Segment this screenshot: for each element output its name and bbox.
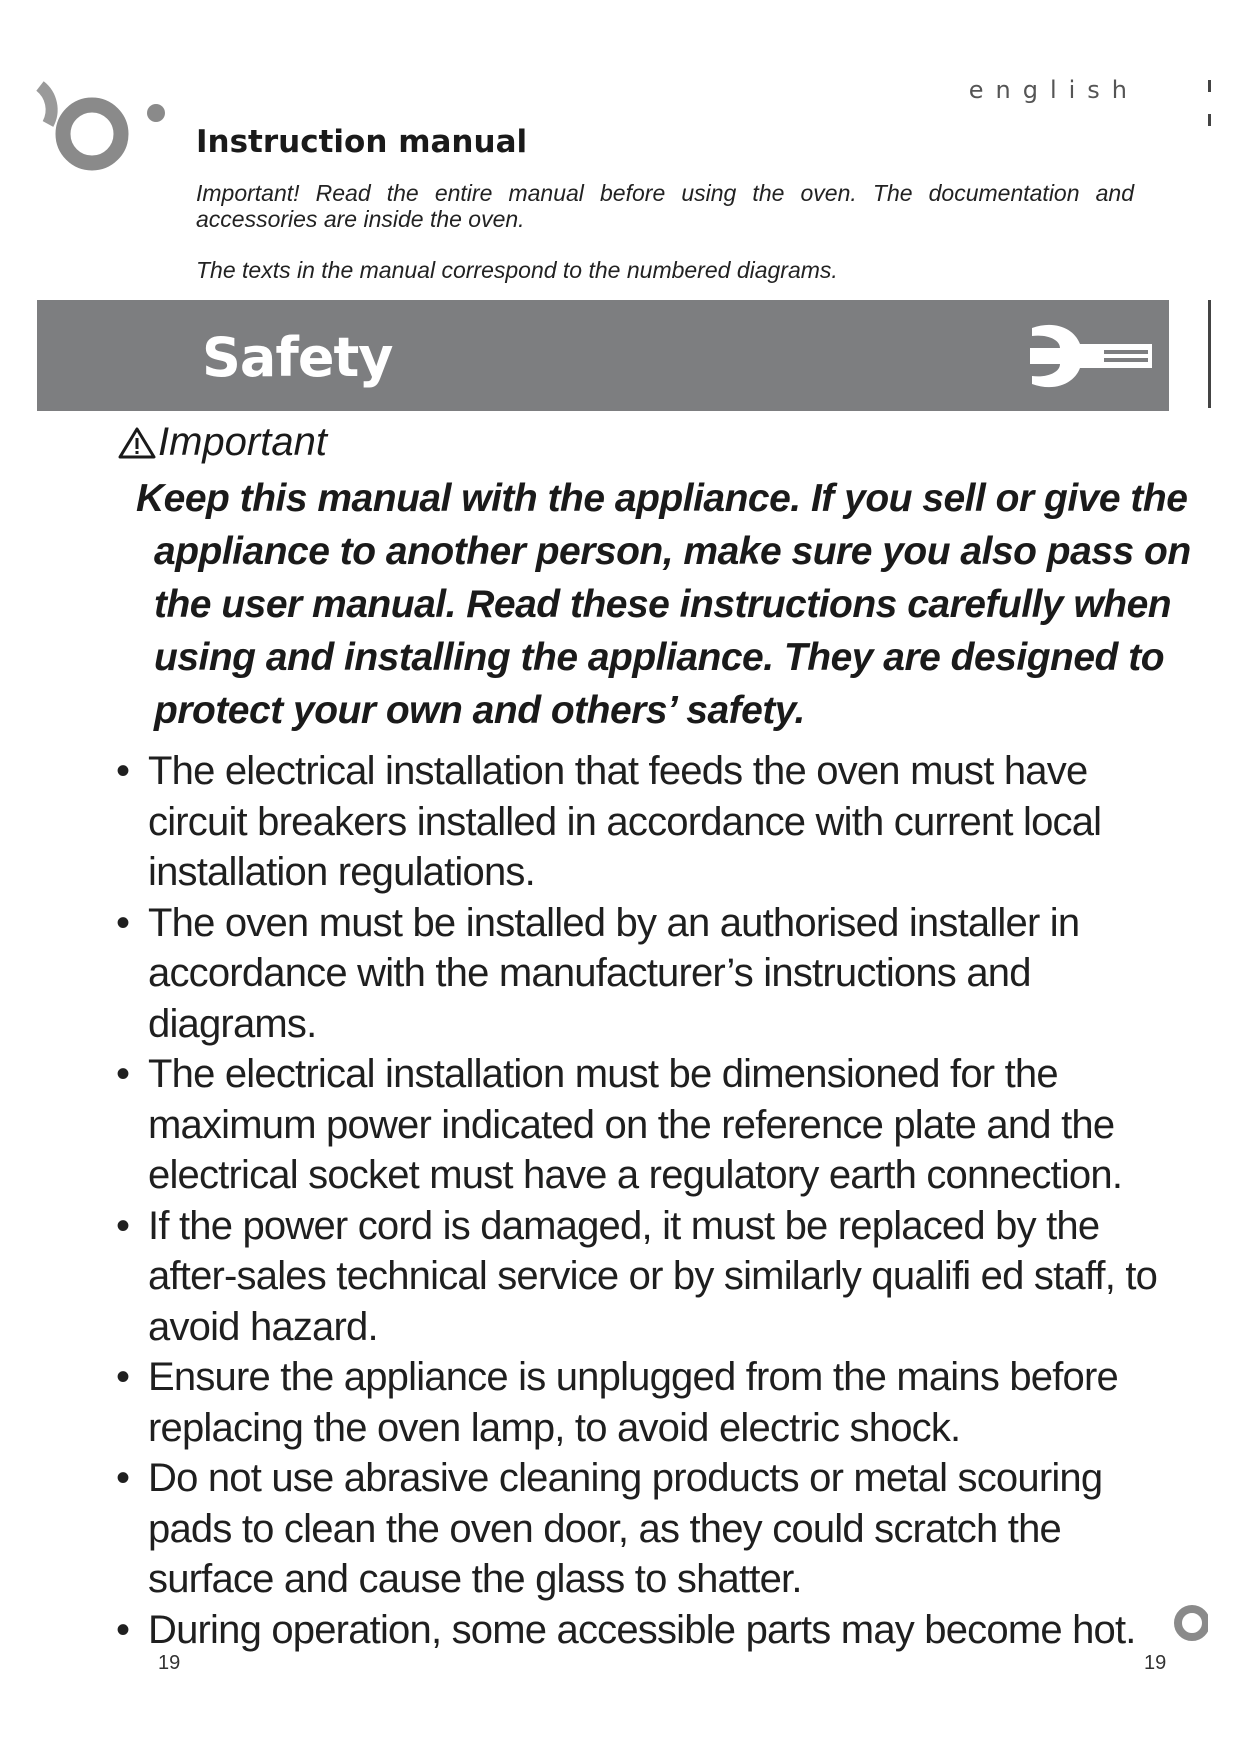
bullet-icon: • [116, 900, 130, 945]
list-item [116, 1605, 1196, 1656]
bullet-icon: • [116, 1052, 130, 1096]
list-item [116, 746, 1196, 898]
margin-mark [1208, 80, 1211, 92]
important-notice: Keep this manual with the appliance. If you sell or give the appliance to another person, make sure you also pass on the user manual. Read these instructions carefully when using and installing the appliance. They are designed to protect your own and others’ safety. [136, 477, 1191, 732]
margin-mark [1208, 300, 1211, 408]
list-item [116, 1453, 1196, 1605]
important-heading [118, 420, 327, 465]
list-item-text: If the power cord is damaged, it must be replaced by the after-sales technical service or by similarly qualifi ed staff, to avoid hazard. [148, 1203, 1158, 1349]
section-title: Safety [202, 326, 393, 389]
list-item-text: The electrical installation must be dimensioned for the maximum power indicated on the reference plate and the electrical socket must have a regulatory earth connection. [148, 1052, 1123, 1197]
language-label: english [968, 76, 1139, 104]
intro-paragraph: The texts in the manual correspond to the numbered diagrams. [196, 257, 838, 283]
intro-paragraph: Important! Read the entire manual before using the oven. The documentation and accessories are inside the oven. [196, 180, 1134, 232]
list-item [116, 1352, 1196, 1453]
page-number: 19 [158, 1652, 181, 1674]
margin-mark [1208, 114, 1211, 126]
important-heading-label: Important [158, 420, 327, 464]
list-item-text: Do not use abrasive cleaning products or metal scouring pads to clean the oven door, as they could scratch the surface and cause the glass to shatter. [148, 1456, 1103, 1601]
brand-logo [30, 78, 170, 188]
list-item [116, 1049, 1196, 1201]
list-item-text: The oven must be installed by an authorised installer in accordance with the manufacturer’s instructions and diagrams. [148, 900, 1080, 1046]
bullet-icon: • [116, 1203, 130, 1248]
manual-title: Instruction manual [196, 124, 528, 160]
ring-decoration-icon [1168, 1598, 1208, 1648]
list-item [116, 1201, 1196, 1353]
list-item-text: Ensure the appliance is unplugged from the mains before replacing the oven lamp, to avoid electric shock. [148, 1355, 1118, 1450]
warning-triangle-icon [118, 426, 156, 460]
bullet-icon: • [116, 1607, 130, 1652]
list-item-text: During operation, some accessible parts may become hot. [148, 1607, 1136, 1652]
page-number: 19 [1144, 1652, 1167, 1674]
bullet-icon: • [116, 1456, 130, 1500]
bullet-icon: • [116, 749, 130, 793]
wrench-icon [1002, 320, 1172, 392]
list-item-text: The electrical installation that feeds the oven must have circuit breakers installed in accordance with current local installation regulations. [148, 749, 1102, 894]
section-banner [37, 300, 1169, 411]
safety-list [116, 746, 1196, 1655]
list-item [116, 898, 1196, 1050]
bullet-icon: • [116, 1355, 130, 1399]
